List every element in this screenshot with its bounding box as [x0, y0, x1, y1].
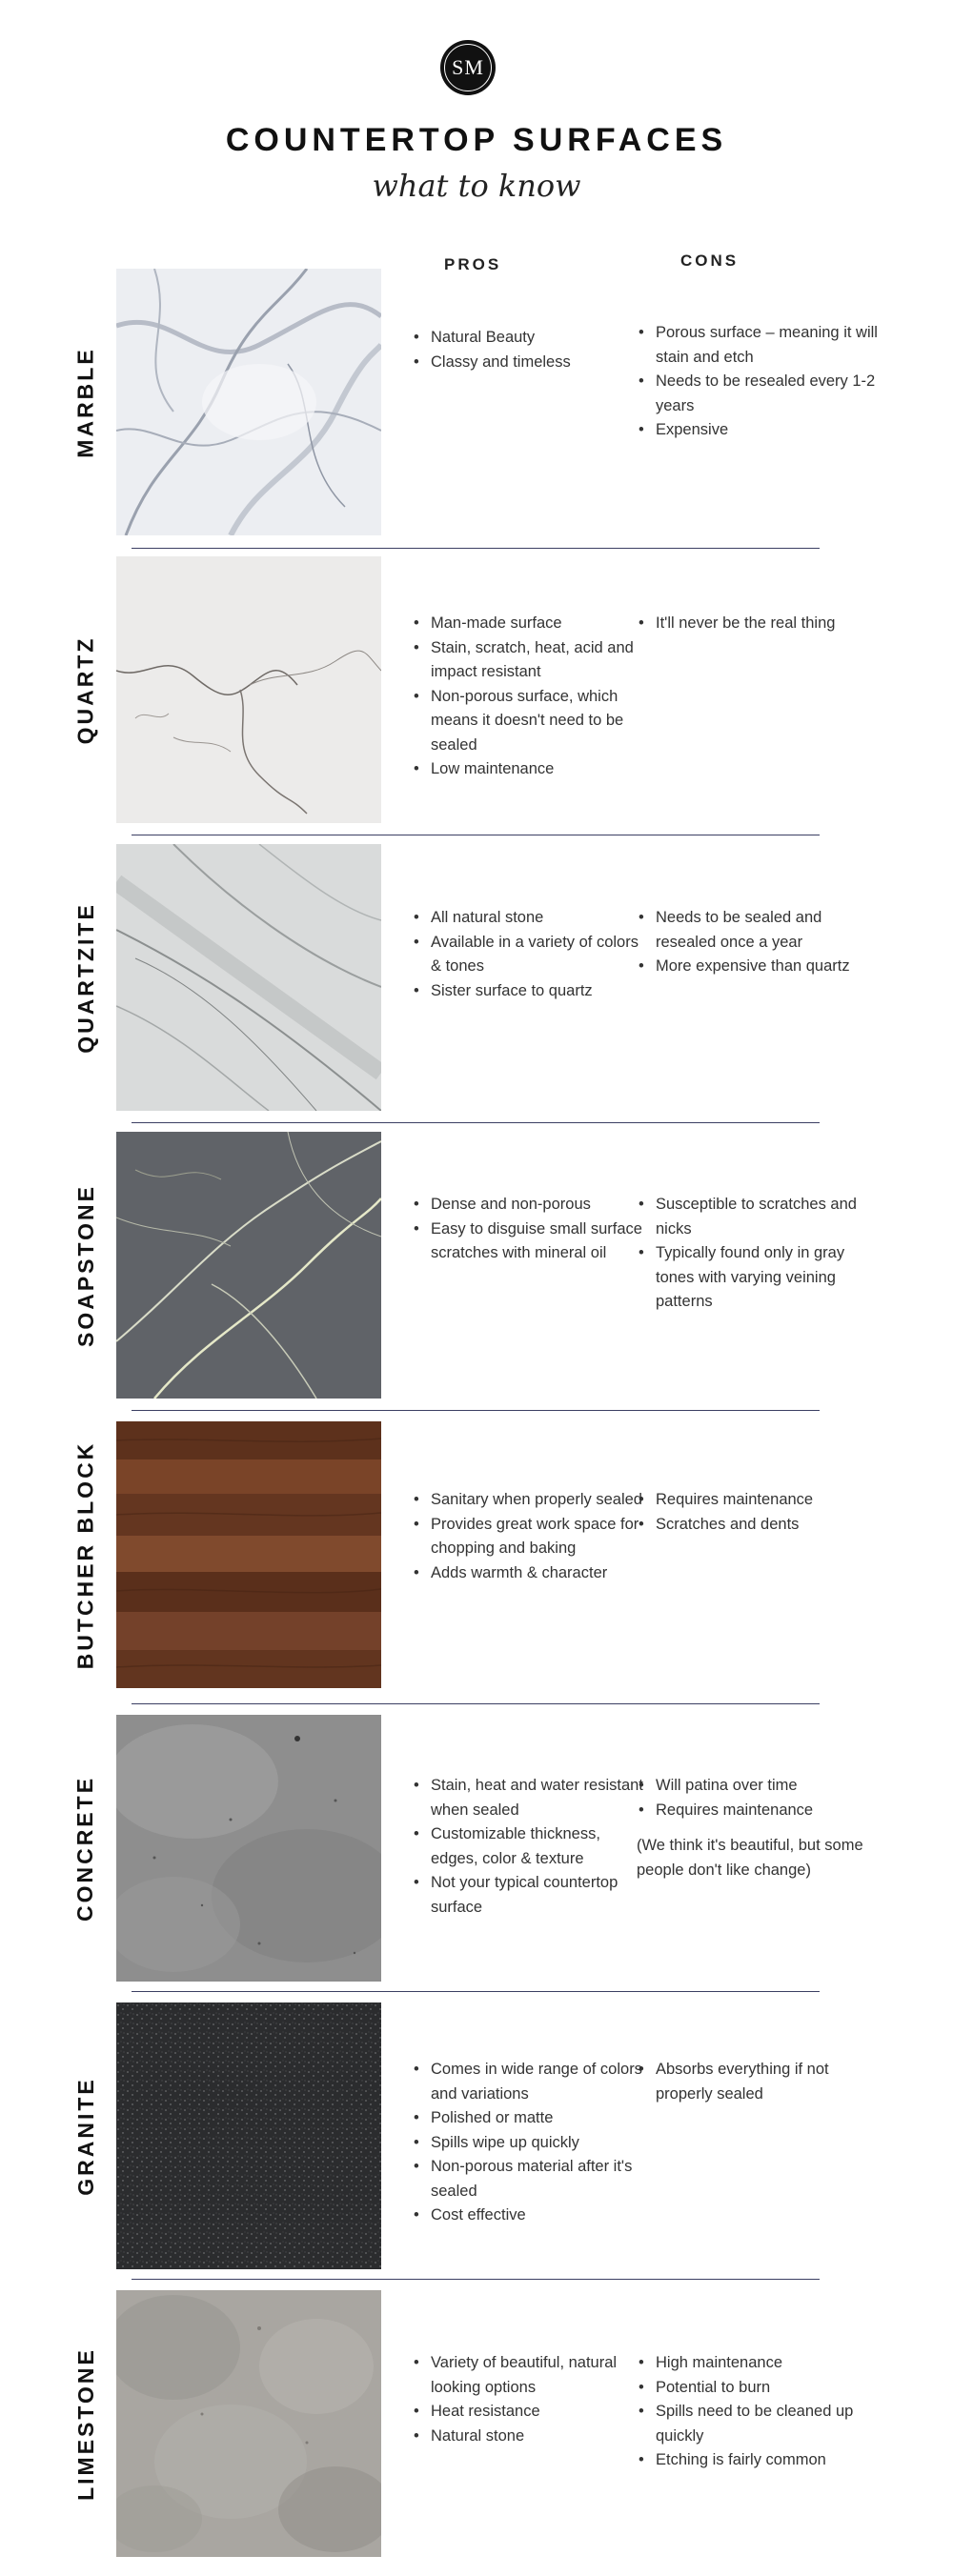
con-item: • Needs to be resealed every 1-2 years: [637, 370, 886, 418]
surface-label: LIMESTONE: [72, 2346, 98, 2501]
surface-row-limestone: [0, 2290, 953, 2576]
section-divider: [132, 548, 820, 549]
pro-item: • Variety of beautiful, natural looking options: [412, 2351, 648, 2400]
con-item: • High maintenance: [637, 2351, 886, 2376]
pro-item: • Provides great work space for chopping and baking: [412, 1513, 648, 1561]
pro-item: • Cost effective: [412, 2204, 648, 2228]
con-note: (We think it's beautiful, but some people don't like change): [637, 1837, 863, 1879]
pro-item: • Low maintenance: [412, 757, 648, 782]
page-subtitle: what to know: [372, 168, 581, 204]
pro-item: • Stain, heat and water resistant when sealed: [412, 1774, 648, 1822]
pro-item: • Dense and non-porous: [412, 1193, 648, 1218]
con-item: • Scratches and dents: [637, 1513, 886, 1538]
surface-label: MARBLE: [72, 346, 98, 458]
concrete-swatch-image: [116, 1715, 381, 1982]
con-item: • Spills need to be cleaned up quickly: [637, 2400, 886, 2448]
marble-swatch-image: [116, 269, 381, 535]
pros-column-header: PROS: [444, 255, 502, 273]
pro-item: • Adds warmth & character: [412, 1561, 648, 1586]
cons-column-header: CONS: [680, 252, 740, 270]
pro-item: • Comes in wide range of colors and variations: [412, 2058, 648, 2106]
granite-swatch-image: [116, 2002, 381, 2269]
pro-item: • Available in a variety of colors & tones: [412, 931, 648, 979]
surface-row-granite: [0, 2002, 953, 2288]
pro-item: • Sister surface to quartz: [412, 979, 648, 1004]
con-item: • Susceptible to scratches and nicks: [637, 1193, 886, 1241]
con-item: • Requires maintenance: [637, 1488, 886, 1513]
pro-item: • Classy and timeless: [412, 351, 648, 375]
limestone-swatch-image: [116, 2290, 381, 2557]
pro-item: • Not your typical countertop surface: [412, 1871, 648, 1920]
surface-row-quartz: [0, 556, 953, 842]
pro-item: • Natural Beauty: [412, 326, 648, 351]
section-divider: [132, 1122, 820, 1123]
con-item: • More expensive than quartz: [637, 955, 886, 979]
pro-item: • All natural stone: [412, 906, 648, 931]
con-item: • Needs to be sealed and resealed once a year: [637, 906, 886, 955]
surface-label: CONCRETE: [72, 1775, 98, 1922]
pro-item: • Customizable thickness, edges, color & texture: [412, 1822, 648, 1871]
con-item: • Requires maintenance: [637, 1799, 886, 1823]
pro-item: • Spills wipe up quickly: [412, 2131, 648, 2156]
con-item: • Potential to burn: [637, 2376, 886, 2401]
pro-item: • Non-porous surface, which means it doesn't need to be sealed: [412, 685, 648, 758]
surface-label: GRANITE: [72, 2076, 98, 2196]
con-item: • Expensive: [637, 418, 886, 443]
section-divider: [132, 1410, 820, 1411]
section-divider: [132, 1991, 820, 1992]
surface-row-concrete: [0, 1715, 953, 2001]
pro-item: • Easy to disguise small surface scratches with mineral oil: [412, 1218, 648, 1266]
brand-logo: [440, 40, 496, 95]
pro-item: • Man-made surface: [412, 612, 648, 636]
surface-row-quartzite: [0, 844, 953, 1130]
pro-item: • Sanitary when properly sealed: [412, 1488, 648, 1513]
section-divider: [132, 2279, 820, 2280]
logo-text: SM: [452, 55, 484, 79]
quartzite-swatch-image: [116, 844, 381, 1111]
surface-label: SOAPSTONE: [72, 1183, 98, 1347]
con-item: • It'll never be the real thing: [637, 612, 886, 636]
con-item: • Etching is fairly common: [637, 2448, 886, 2473]
pro-item: • Polished or matte: [412, 2106, 648, 2131]
butcher-block-swatch-image: [116, 1421, 381, 1688]
pro-item: • Heat resistance: [412, 2400, 648, 2425]
con-item: • Absorbs everything if not properly sealed: [637, 2058, 886, 2106]
soapstone-swatch-image: [116, 1132, 381, 1399]
surface-label: QUARTZ: [72, 635, 98, 744]
pro-item: • Natural stone: [412, 2425, 648, 2449]
surface-row-soapstone: [0, 1132, 953, 1418]
surface-label: BUTCHER BLOCK: [72, 1440, 98, 1669]
con-item: • Will patina over time: [637, 1774, 886, 1799]
pro-item: • Non-porous material after it's sealed: [412, 2155, 648, 2204]
con-item: • Typically found only in gray tones with varying veining patterns: [637, 1241, 886, 1315]
surface-row-butcher-block: [0, 1421, 953, 1707]
pro-item: • Stain, scratch, heat, acid and impact resistant: [412, 636, 648, 685]
section-divider: [132, 1703, 820, 1704]
surface-label: QUARTZITE: [72, 901, 98, 1054]
con-item: • Porous surface – meaning it will stain and etch: [637, 321, 886, 370]
surface-row-marble: [0, 269, 953, 554]
quartz-swatch-image: [116, 556, 381, 823]
page-title: COUNTERTOP SURFACES: [225, 122, 728, 158]
